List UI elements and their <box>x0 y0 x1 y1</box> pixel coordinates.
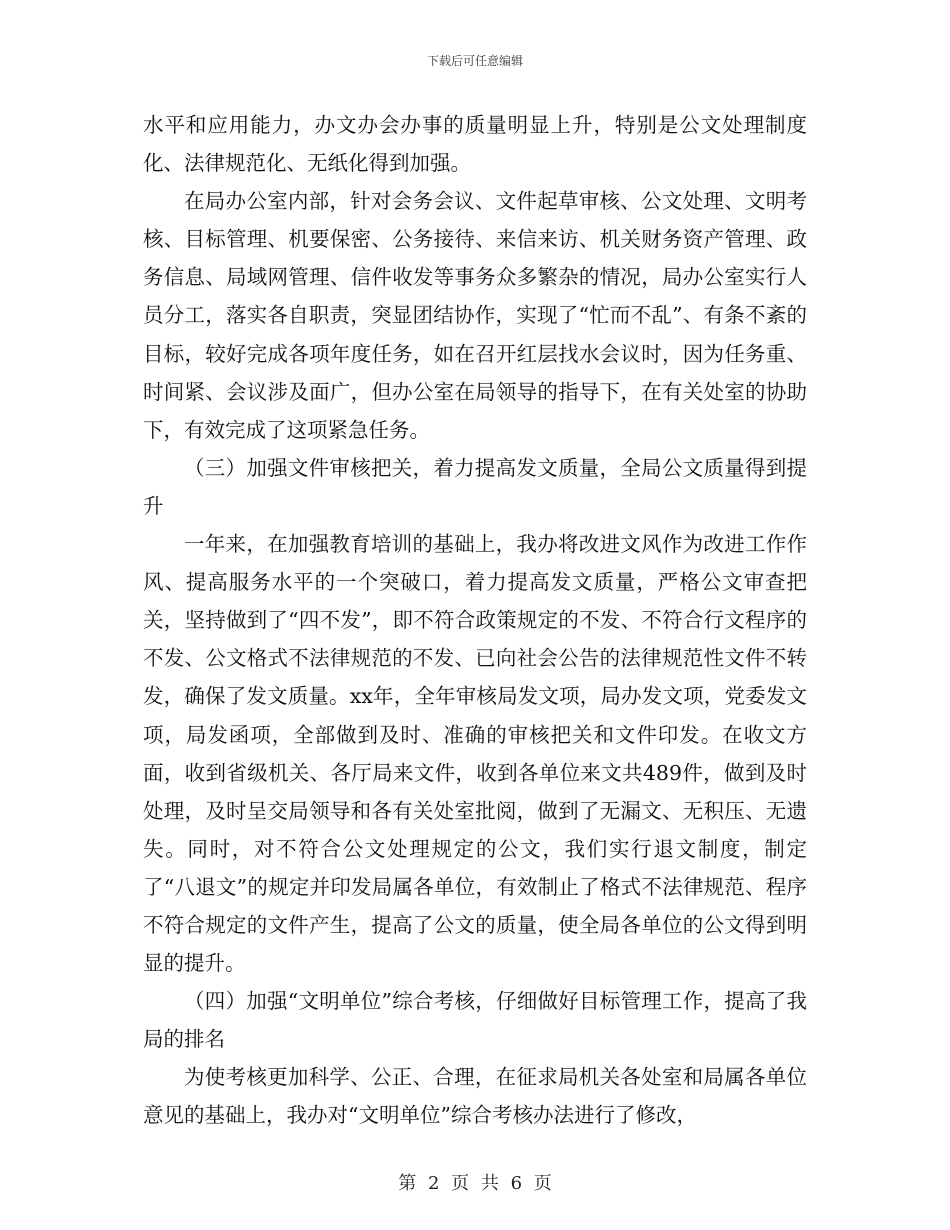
section-heading-4: （四）加强“文明单位”综合考核，仔细做好目标管理工作，提高了我局的排名 <box>143 989 807 1052</box>
page-number-footer: 第 2 页 共 6 页 <box>398 1173 552 1194</box>
paragraph-assessment: 为使考核更加科学、公正、合理，在征求局机关各处室和局属各单位意见的基础上，我办对“文明单位”综合考核办法进行了修改， <box>143 1065 807 1128</box>
paragraph-office-internal: 在局办公室内部，针对会务会议、文件起草审核、公文处理、文明考核、目标管理、机要保密、公务接待、来信来访、机关财务资产管理、政务信息、局域网管理、信件收发等事务众多繁杂的情况，局办公室实行人员分工，落实各自职责，突显团结协作，实现了“忙而不乱”、有条不紊的目标，较好完成各项年度任务，如在召开红层找水会议时，因为任务重、时间紧、会议涉及面广，但办公室在局领导的指导下，在有关处室的协助下，有效完成了这项紧急任务。 <box>143 189 807 442</box>
paragraph-continuation: 水平和应用能力，办文办会办事的质量明显上升，特别是公文处理制度化、法律规范化、无纸化得到加强。 <box>143 113 807 176</box>
paragraph-document-review: 一年来，在加强教育培训的基础上，我办将改进文风作为改进工作作风、提高服务水平的一个突破口，着力提高发文质量，严格公文审查把关，坚持做到了“四不发”，即不符合政策规定的不发、不符合行文程序的不发、公文格式不法律规范的不发、已向社会公告的法律规范性文件不转发，确保了发文质量。xx年，全年审核局发文项，局办发文项，党委发文项，局发函项，全部做到及时、准确的审核把关和文件印发。在收文方面，收到省级机关、各厅局来文件，收到各单位来文共489件，做到及时处理，及时呈交局领导和各有关处室批阅，做到了无漏文、无积压、无遗失。同时，对不符合公文处理规定的公文，我们实行退文制度，制定了“八退文”的规定并印发局属各单位，有效制止了格式不法律规范、程序不符合规定的文件产生，提高了公文的质量，使全局各单位的公文得到明显的提升。 <box>143 532 807 976</box>
section-heading-3: （三）加强文件审核把关，着力提高发文质量，全局公文质量得到提升 <box>143 455 807 518</box>
document-body <box>143 106 807 1135</box>
page-header: 下载后可任意编辑 <box>426 54 523 68</box>
